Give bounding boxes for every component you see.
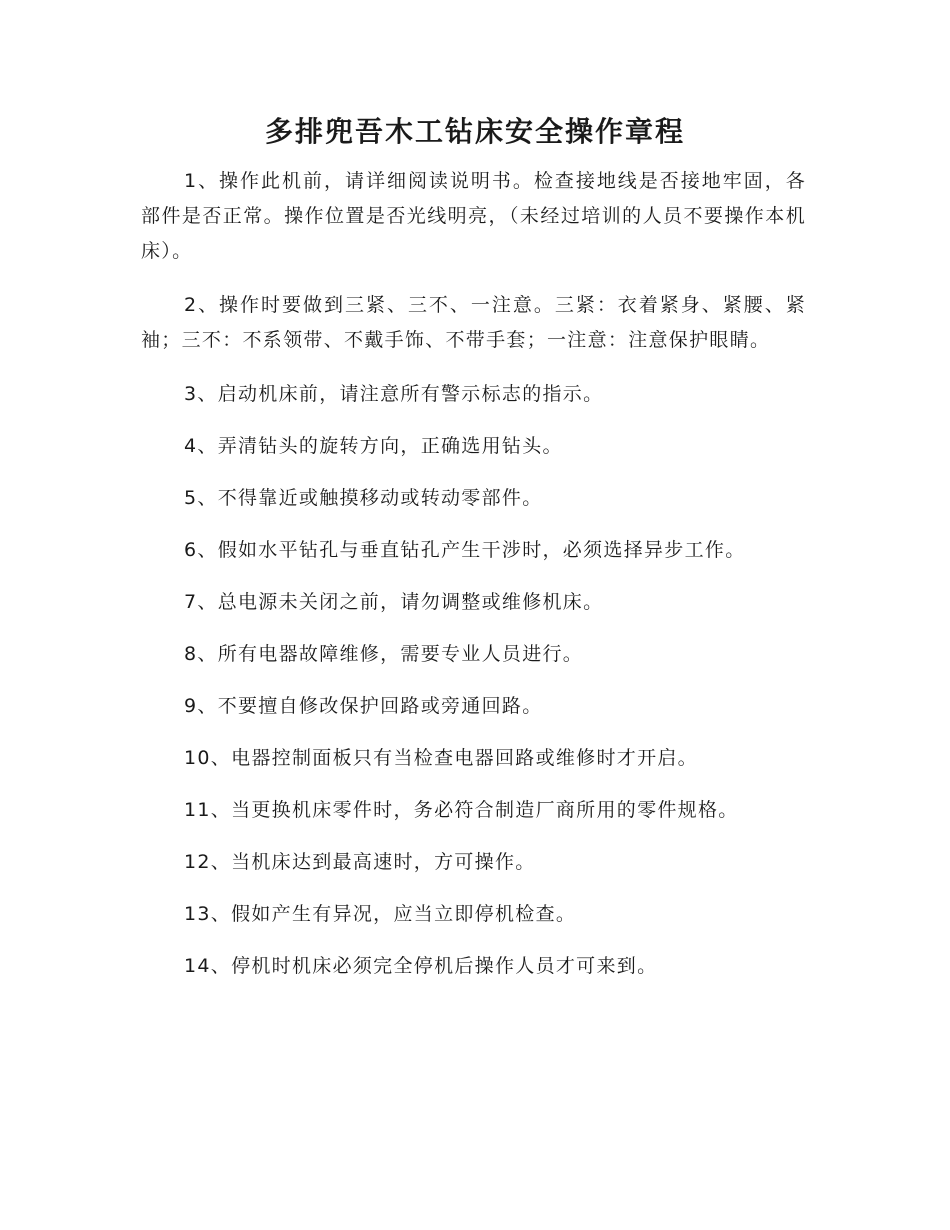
paragraph-12: 12、当机床达到最高速时，方可操作。	[184, 851, 536, 873]
paragraph-2: 2、操作时要做到三紧、三不、一注意。三紧：衣着紧身、紧腰、紧袖；三不：不系领带、不戴手饰、不带手套；一注意：注意保护眼睛。	[141, 294, 806, 351]
paragraph-13: 13、假如产生有异况，应当立即停机检查。	[184, 903, 577, 925]
document-body	[141, 164, 806, 1001]
document-title: 多排兜吾木工钻床安全操作章程	[264, 115, 685, 148]
paragraph-8: 8、所有电器故障维修，需要专业人员进行。	[184, 643, 584, 665]
paragraph-6: 6、假如水平钻孔与垂直钻孔产生干涉时，必须选择异步工作。	[184, 539, 746, 561]
paragraph-14: 14、停机时机床必须完全停机后操作人员才可来到。	[184, 955, 658, 977]
paragraph-7: 7、总电源未关闭之前，请勿调整或维修机床。	[184, 591, 604, 613]
paragraph-1: 1、操作此机前，请详细阅读说明书。检查接地线是否接地牢固，各部件是否正常。操作位置是否光线明亮，（未经过培训的人员不要操作本机床）。	[141, 170, 806, 262]
paragraph-4: 4、弄清钻头的旋转方向，正确选用钻头。	[184, 435, 563, 457]
paragraph-10: 10、电器控制面板只有当检查电器回路或维修时才开启。	[184, 747, 698, 769]
paragraph-9: 9、不要擅自修改保护回路或旁通回路。	[184, 695, 543, 717]
paragraph-3: 3、启动机床前，请注意所有警示标志的指示。	[184, 383, 604, 405]
paragraph-5: 5、不得靠近或触摸移动或转动零部件。	[184, 487, 543, 509]
paragraph-11: 11、当更换机床零件时，务必符合制造厂商所用的零件规格。	[184, 799, 739, 821]
